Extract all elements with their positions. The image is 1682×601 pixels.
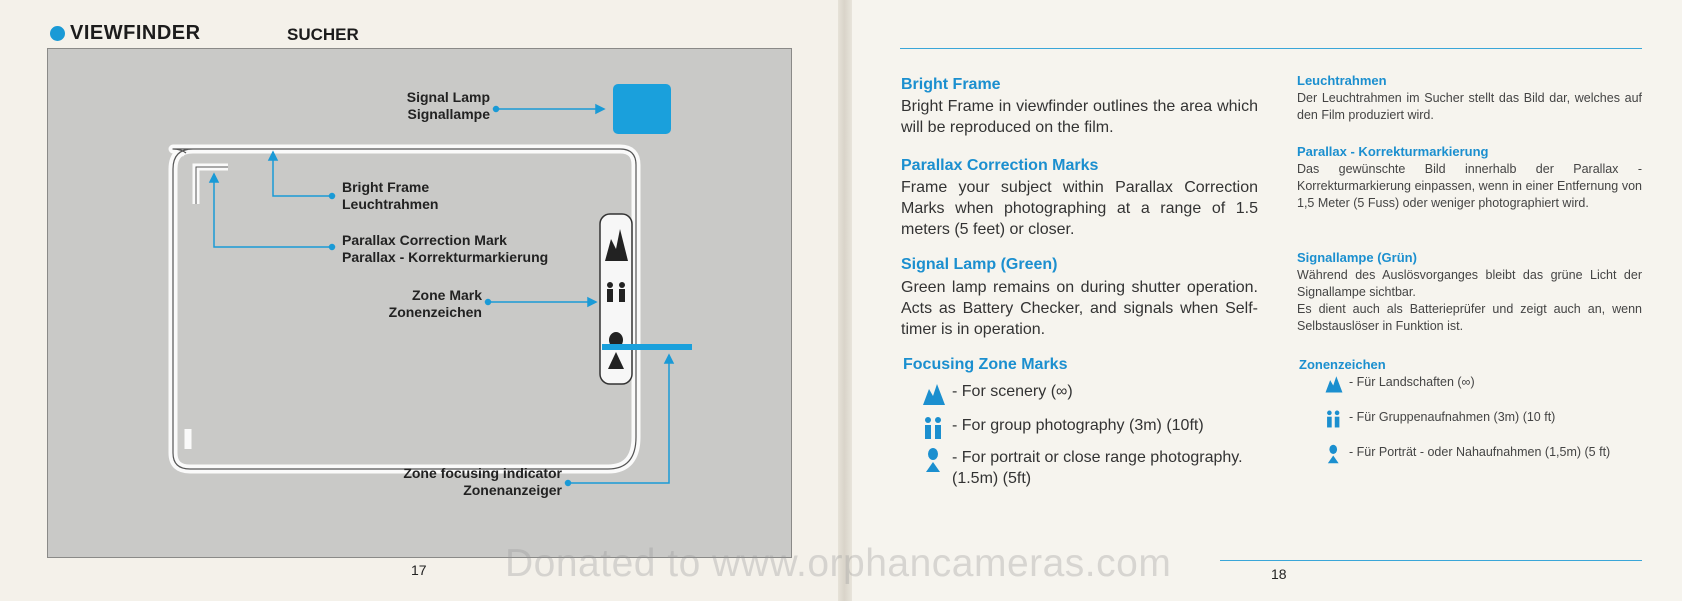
bullet-dot-icon [50,26,65,41]
bright-frame-title: Bright Frame [901,76,1001,93]
portrait-icon [1323,444,1345,464]
group-icon [920,415,948,441]
parallax-mark-top-left [196,167,228,204]
group-icon [607,289,613,302]
zone-item-portrait: - For portrait or close range photography. (1.5m) (5ft) [920,447,1260,489]
portrait-icon [920,447,948,473]
zone-indicator-label: Zone focusing indicator Zonenanzeiger [403,465,562,498]
zone-mark-label: Zone Mark Zonenzeichen [388,287,482,320]
zone-item-scenery: - For scenery (∞) [920,381,1073,407]
signal-lamp-square [613,84,671,134]
bright-frame-label: Bright Frame Leuchtrahmen [342,179,439,212]
top-rule [900,48,1642,49]
bright-frame-body: Bright Frame in viewfinder outlines the area which will be reproduced on the film. [901,98,1258,136]
group-icon [1323,409,1345,429]
signal-lamp-body: Green lamp remains on during shutter operation. Acts as Battery Checker, and signals when Self-timer is in operation. [901,279,1258,338]
page-number-left: 17 [411,562,427,578]
zone-item-group: - For group photography (3m) (10ft) [920,415,1204,441]
zone-de-portrait: - Für Porträt - oder Nahaufnahmen (1,5m) (5 ft) [1323,444,1643,464]
focusing-zone-title: Focusing Zone Marks [903,356,1068,373]
mountain-icon [1323,374,1345,394]
page-subtitle: SUCHER [287,25,359,44]
signallampe-body-2: Es dient auch als Batterieprüfer und zeigt auch an, wenn Selbstauslöser in Funktion ist. [1297,302,1642,333]
parallax-body: Frame your subject within Parallax Correction Marks when photographing at a range of 1.5 meters (5 feet) or closer. [901,179,1258,238]
zone-de-scenery: - Für Landschaften (∞) [1323,374,1475,394]
leuchtrahmen-body: Der Leuchtrahmen im Sucher stellt das Bild dar, welches auf den Film produziert wird. [1297,91,1642,122]
zonenzeichen-title: Zonenzeichen [1299,357,1386,372]
page-title: VIEWFINDER [70,22,201,44]
parallax-de-body: Das gewünschte Bild innerhalb der Parallax - Korrekturmarkierung einpassen, wenn in einer Entfernung von 1,5 Meter (5 Fuss) oder weniger photographiert wird. [1297,162,1642,210]
parallax-title: Parallax Correction Marks [901,157,1099,174]
signal-lamp-title: Signal Lamp (Green) [901,256,1058,273]
leuchtrahmen-title: Leuchtrahmen [1297,73,1387,88]
signallampe-body: Während des Auslösvorganges bleibt das grüne Licht der Signallampe sichtbar. [1297,268,1642,299]
signal-lamp-label: Signal Lamp Signallampe [406,89,490,122]
section-header [50,22,201,45]
zone-de-group: - Für Gruppenaufnahmen (3m) (10 ft) [1323,409,1555,429]
bottom-rule [1220,560,1642,561]
mountain-icon [920,381,948,407]
parallax-label: Parallax Correction Mark Parallax - Korrekturmarkierung [342,232,549,265]
page-number-right: 18 [1271,566,1287,582]
parallax-de-title: Parallax - Korrekturmarkierung [1297,144,1489,159]
watermark: Donated to www.orphancameras.com [505,542,1172,585]
zone-indicator-bar [602,344,692,350]
book-gutter [838,0,852,601]
signallampe-title: Signallampe (Grün) [1297,250,1417,265]
right-page [845,0,1682,601]
viewfinder-diagram [47,48,792,558]
